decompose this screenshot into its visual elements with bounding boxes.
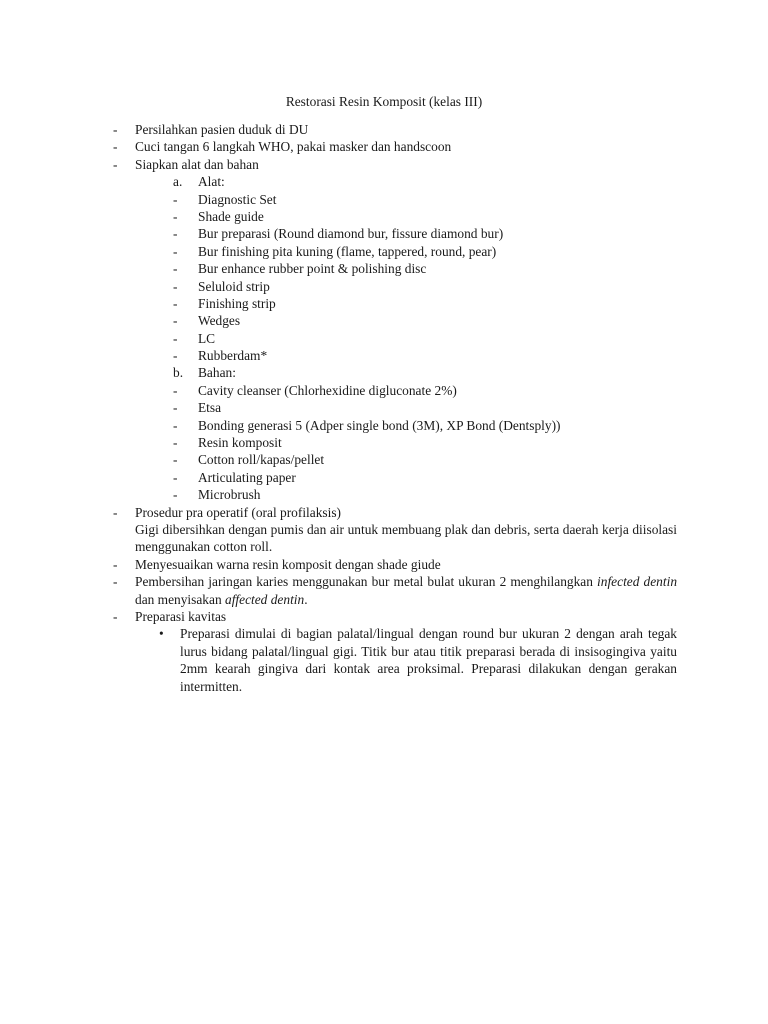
alat-item [113, 312, 677, 329]
bahan-label: Bahan: [198, 365, 236, 381]
bahan-item-text: Resin komposit [198, 435, 282, 451]
dash-marker: - [173, 330, 178, 346]
bahan-item-text: Bonding generasi 5 (Adper single bond (3M), XP Bond (Dentsply)) [198, 417, 561, 433]
preparasi-label: Preparasi kavitas [135, 609, 227, 624]
dash-marker: - [173, 487, 178, 503]
alat-item-text: Bur finishing pita kuning (flame, tappered, round, pear) [198, 243, 497, 259]
dash-marker: - [113, 156, 118, 172]
alat-heading [113, 173, 677, 190]
dash-marker: - [173, 208, 178, 224]
alat-item-text: Wedges [198, 313, 241, 329]
dash-marker: - [173, 313, 178, 329]
alat-item-text: Seluloid strip [198, 278, 270, 294]
bahan-item [113, 451, 677, 468]
list-item [113, 608, 677, 625]
dash-marker: - [173, 348, 178, 364]
procedure-list [113, 121, 677, 695]
dash-marker: - [113, 139, 118, 155]
dash-marker: - [113, 122, 118, 137]
alat-item [113, 278, 677, 295]
list-item-text: Persilahkan pasien duduk di DU [135, 122, 309, 137]
bahan-item [113, 434, 677, 451]
bahan-item-text: Etsa [198, 400, 222, 416]
alat-item [113, 330, 677, 347]
list-item [113, 138, 677, 155]
alat-label: Alat: [198, 174, 225, 190]
preparasi-paragraph: Preparasi dimulai di bagian palatal/lingual dengan round bur ukuran 2 dengan arah tegak lurus bidang palatal/lingual gigi. Titik bur atau titik preparasi berada di insisogingiva yaitu 2mm kearah gingiva dari kontak area proksimal. Preparasi dilakukan dengan gerakan intermitten. [180, 626, 677, 694]
dash-marker: - [113, 574, 118, 590]
alat-item-text: Rubberdam* [198, 348, 268, 364]
alat-marker: a. [173, 174, 183, 190]
bahan-item [113, 469, 677, 486]
dash-marker: - [173, 261, 178, 277]
dash-marker: - [173, 417, 178, 433]
bahan-item [113, 382, 677, 399]
list-item [113, 573, 677, 608]
list-item-text: Cuci tangan 6 langkah WHO, pakai masker dan handscoon [135, 139, 452, 155]
pembersihan-text-after: . [304, 591, 308, 607]
preparasi-bullet-item [113, 625, 677, 695]
dash-marker: - [173, 382, 178, 398]
bahan-item [113, 417, 677, 434]
document-title: Restorasi Resin Komposit (kelas III) [285, 94, 483, 109]
bahan-item-text: Cavity cleanser (Chlorhexidine digluconate 2%) [198, 382, 457, 398]
infected-dentin-term: infected dentin [597, 574, 678, 590]
pembersihan-text-middle: dan menyisakan [135, 591, 225, 607]
alat-item [113, 225, 677, 242]
bahan-heading [113, 364, 677, 381]
dash-marker: - [113, 504, 118, 520]
list-item [113, 121, 677, 138]
dash-marker: - [173, 452, 178, 468]
bahan-marker: b. [173, 365, 184, 381]
dash-marker: - [173, 278, 178, 294]
alat-item-text: Diagnostic Set [198, 191, 277, 207]
dash-marker: - [113, 556, 118, 572]
alat-item [113, 347, 677, 364]
alat-item-text: LC [198, 330, 216, 346]
alat-item [113, 243, 677, 260]
alat-item-text: Bur enhance rubber point & polishing disc [198, 261, 427, 277]
prosedur-paragraph: Gigi dibersihkan dengan pumis dan air untuk membuang plak dan debris, serta daerah kerja diisolasi menggunakan cotton roll. [135, 521, 677, 555]
dash-marker: - [173, 295, 178, 311]
pembersihan-paragraph [135, 573, 677, 608]
bahan-item [113, 399, 677, 416]
dash-marker: - [173, 435, 178, 451]
alat-item-text: Shade guide [198, 208, 264, 224]
list-item [113, 504, 677, 521]
list-item [113, 556, 677, 573]
bahan-item-text: Cotton roll/kapas/pellet [198, 452, 325, 468]
dash-marker: - [173, 191, 178, 207]
alat-item [113, 191, 677, 208]
dash-marker: - [173, 469, 178, 485]
bahan-item-text: Articulating paper [198, 469, 296, 485]
dash-marker: - [173, 226, 178, 242]
alat-item [113, 260, 677, 277]
bahan-item [113, 486, 677, 503]
list-item [113, 156, 677, 173]
alat-item [113, 295, 677, 312]
warna-text: Menyesuaikan warna resin komposit dengan shade giude [135, 556, 441, 572]
bahan-item-text: Microbrush [198, 487, 261, 503]
alat-item-text: Finishing strip [198, 295, 276, 311]
dash-marker: - [113, 609, 118, 624]
list-item-text: Siapkan alat dan bahan [135, 156, 259, 172]
prosedur-label: Prosedur pra operatif (oral profilaksis) [135, 504, 341, 520]
dash-marker: - [173, 400, 178, 416]
dash-marker: - [173, 243, 178, 259]
affected-dentin-term: affected dentin [225, 591, 305, 607]
alat-item [113, 208, 677, 225]
alat-item-text: Bur preparasi (Round diamond bur, fissure diamond bur) [198, 226, 504, 242]
bullet-icon: • [159, 626, 164, 642]
pembersihan-text-before: Pembersihan jaringan karies menggunakan bur metal bulat ukuran 2 menghilangkan [135, 574, 598, 590]
